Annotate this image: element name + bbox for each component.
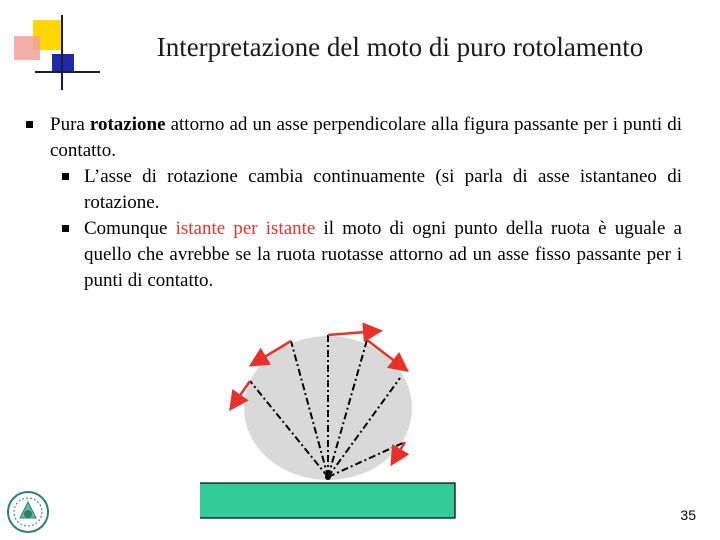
bullet-square-icon (62, 225, 69, 232)
page-number: 35 (680, 507, 696, 523)
corner-logo (0, 0, 100, 100)
slide-title: Interpretazione del moto di puro rotolamento (156, 32, 644, 62)
bullet-item (22, 112, 682, 164)
sub-bullet-item (22, 164, 682, 216)
ground (200, 483, 455, 518)
slide-body (22, 112, 682, 294)
sub2-text-before: Comunque (84, 218, 176, 239)
bullet-square-icon (26, 121, 33, 128)
sub2-red-text: istante per istante (175, 218, 316, 239)
rolling-wheel-diagram (200, 320, 480, 525)
logo-red-square (14, 36, 40, 60)
university-seal-logo (6, 490, 50, 534)
sub-bullet-item (22, 216, 682, 294)
bullet-square-icon (62, 173, 69, 180)
bullet1-text-after: attorno ad un asse perpendicolare alla figura passante per i punti di contatto. (50, 114, 682, 161)
velocity-arrow (328, 331, 378, 335)
sub2-text-after: il moto di ogni punto della ruota è uguale a quello che avrebbe se la ruota ruotasse attorno ad un asse fisso passante per i punti di contatto. (84, 218, 682, 291)
bullet1-bold-text: rotazione (89, 114, 166, 135)
sub1-text: L’asse di rotazione cambia continuamente (si parla di asse istantaneo di rotazione. (84, 166, 682, 213)
bullet1-text-before: Pura (50, 114, 90, 135)
contact-point (325, 474, 331, 480)
